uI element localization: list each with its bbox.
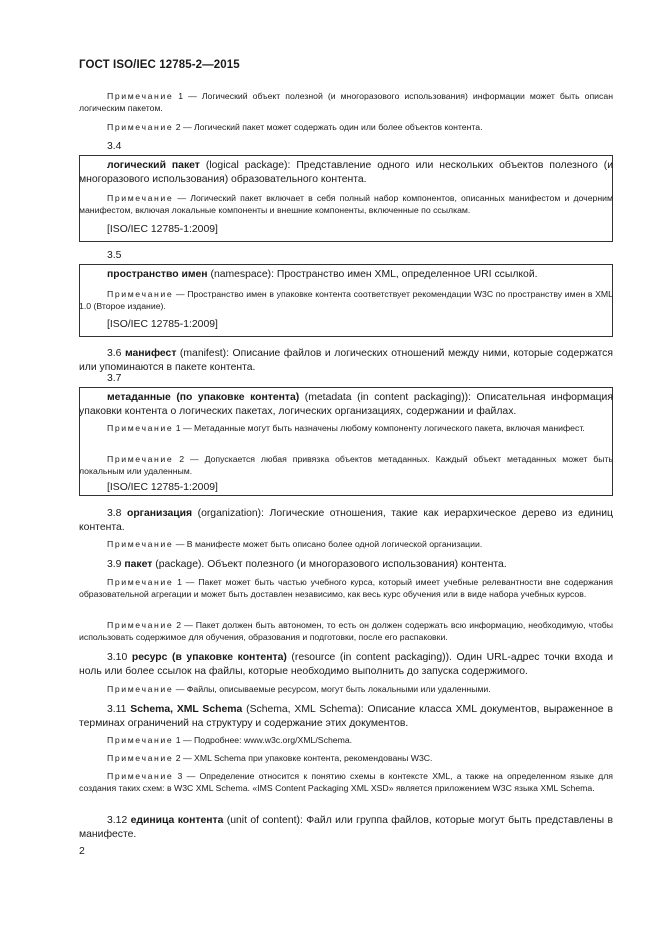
section-number: 3.5 [107, 250, 122, 261]
term-definition-3-11: 3.11 Schema, XML Schema (Schema, XML Schema): Описание класса XML документов, выраженное в терминах ограничений на структуру и содержание этих документов. [79, 704, 613, 729]
term-note-2: Примечание 2 — Пакет должен быть автономен, то есть он должен содержать всю информацию, необходимую, чтобы использовать содержимое для обучения, образования и подготовки, после его распаковки. [79, 620, 613, 642]
term-note: Примечание — Файлы, описываемые ресурсом, могут быть локальными или удаленными. [107, 684, 491, 694]
term-note: Примечание — В манифесте может быть описано более одной логической организации. [107, 539, 483, 549]
term-note-1: Примечание 1 — Пакет может быть частью учебного курса, который имеет учебные релевантности вне содержания образовательной агрегации и может быть доставлен независимо, как весь курс обучения или в виде набора учебных курсов. [79, 577, 613, 599]
term-note-2: Примечание 2 — Допускается любая привязка объектов метаданных. Каждый объект метаданных может быть локальным или удаленным. [79, 454, 613, 476]
term-definition-3-10: 3.10 ресурс (в упаковке контента) (resource (in content packaging)). Один URL-адрес точки входа и ноль или более ссылок на файлы, которые необходимо выполнить до запуска содержимого. [79, 652, 613, 677]
intro-note-2: Примечание 2 — Логический пакет может содержать один или более объектов контента. [107, 122, 483, 132]
term-reference: [ISO/IEC 12785-1:2009] [107, 319, 218, 330]
term-note-3: Примечание 3 — Определение относится к понятию схемы в контексте XML, а также на определенном языке для создания таких схем: в W3C XML Schema. «IMS Content Packaging XML XSD» является приложением W3C языка XML Schema. [79, 771, 613, 793]
document-header: ГОСТ ISO/IEC 12785-2—2015 [79, 59, 240, 71]
term-note: Примечание — Логический пакет включает в себя полный набор компонентов, описанных манифестом и дочерним манифестом, включая локальные компоненты и внешние компоненты, включенные по ссылкам. [79, 193, 613, 215]
term-note-1: Примечание 1 — Метаданные могут быть назначены любому компоненту логического пакета, включая манифест. [107, 423, 585, 433]
term-definition-3-9: 3.9 пакет (package). Объект полезного (и многоразового использования) контента. [107, 559, 507, 570]
term-definition-3-8: 3.8 организация (organization): Логические отношения, такие как иерархическое дерево из единиц контента. [79, 508, 613, 533]
intro-note-1: Примечание 1 — Логический объект полезной (и многоразового использования) информации может быть описан логическим пакетом. [79, 91, 613, 113]
term-definition-3-12: 3.12 единица контента (unit of content): Файл или группа файлов, которые могут быть представлены в манифесте. [79, 815, 613, 840]
term-reference: [ISO/IEC 12785-1:2009] [107, 482, 218, 493]
term-definition-3-6: 3.6 манифест (manifest): Описание файлов и логических отношений между ними, которые содержатся или упоминаются в пакете контента. [79, 348, 613, 373]
page-number: 2 [79, 846, 85, 857]
term-note-1: Примечание 1 — Подробнее: www.w3c.org/XML/Schema. [107, 735, 353, 745]
term-definition: пространство имен (namespace): Пространство имен XML, определенное URI ссылкой. [107, 269, 538, 280]
term-reference: [ISO/IEC 12785-1:2009] [107, 224, 218, 235]
term-note-2: Примечание 2 — XML Schema при упаковке контента, рекомендованы W3C. [107, 753, 433, 763]
section-number: 3.7 [107, 373, 122, 384]
section-number: 3.4 [107, 141, 122, 152]
term-definition: логический пакет (logical package): Представление одного или нескольких объектов полезного (и многоразового использования) образовательного контента. [79, 160, 614, 185]
term-note: Примечание — Пространство имен в упаковке контента соответствует рекомендации W3C по пространству имен в XML 1.0 (Второе издание). [79, 289, 613, 311]
term-definition: метаданные (по упаковке контента) (metadata (in content packaging)): Описательная информация упаковки контента о логических пакетах, логических организациях, содержании и файлах. [79, 392, 613, 417]
